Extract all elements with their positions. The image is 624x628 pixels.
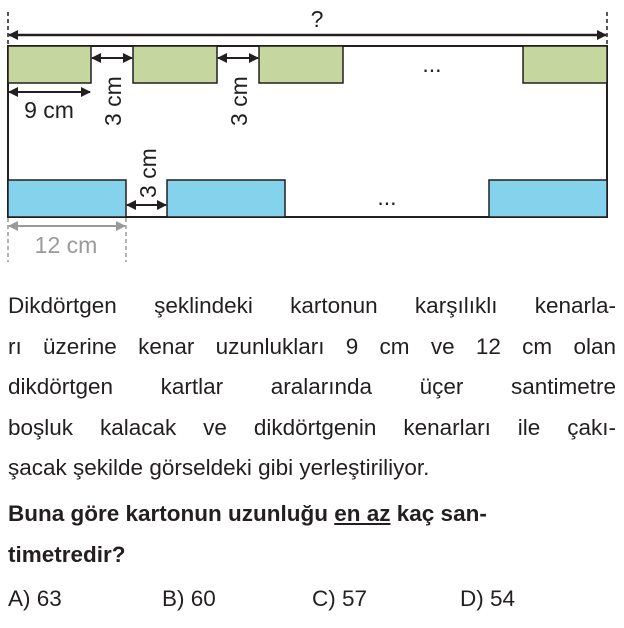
blue-card-last (489, 180, 607, 217)
answer-options (8, 586, 618, 620)
blue-card-2 (167, 180, 285, 217)
option-b[interactable]: B) 60 (162, 586, 216, 611)
option-a[interactable]: A) 63 (8, 586, 62, 611)
bottom-gap-label: 3 cm (135, 148, 161, 198)
question-before: Buna göre kartonun uzunluğu (8, 501, 335, 526)
top-gap-label-2: 3 cm (226, 76, 252, 126)
question-emphasis: en az (334, 501, 391, 526)
problem-figure (0, 0, 624, 262)
bottom-card-width-label: 12 cm (34, 232, 98, 258)
paragraph-line: şacak şekilde görseldeki gibi yerleştiriliyor. (8, 455, 430, 480)
paragraph-line: boşluk kalacak ve dikdörtgenin kenarları ile çakı- (8, 414, 616, 440)
green-card-2 (133, 46, 217, 83)
paragraph-line: rı üzerine kenar uzunlukları 9 cm ve 12 cm olan (8, 333, 616, 359)
green-card-3 (259, 46, 343, 83)
top-ellipsis: ... (422, 51, 442, 77)
question-text (8, 494, 616, 575)
question-line-1 (8, 494, 616, 535)
green-card-1 (8, 46, 91, 83)
option-c[interactable]: C) 57 (312, 586, 368, 611)
paragraph-line: dikdörtgen kartlar aralarında üçer santimetre (8, 374, 616, 399)
question-line-2: timetredir? (8, 541, 126, 567)
top-card-width-label: 9 cm (24, 97, 74, 123)
total-length-label: ? (310, 6, 324, 32)
problem-paragraph (8, 286, 616, 489)
question-after: kaç san- (390, 501, 487, 526)
blue-card-1 (8, 180, 126, 217)
bottom-ellipsis: ... (377, 184, 397, 210)
green-card-last (523, 46, 607, 83)
top-gap-label-1: 3 cm (100, 76, 126, 126)
option-d[interactable]: D) 54 (460, 586, 516, 611)
paragraph-line: Dikdörtgen şeklindeki kartonun karşılıklı kenarla- (8, 293, 616, 318)
